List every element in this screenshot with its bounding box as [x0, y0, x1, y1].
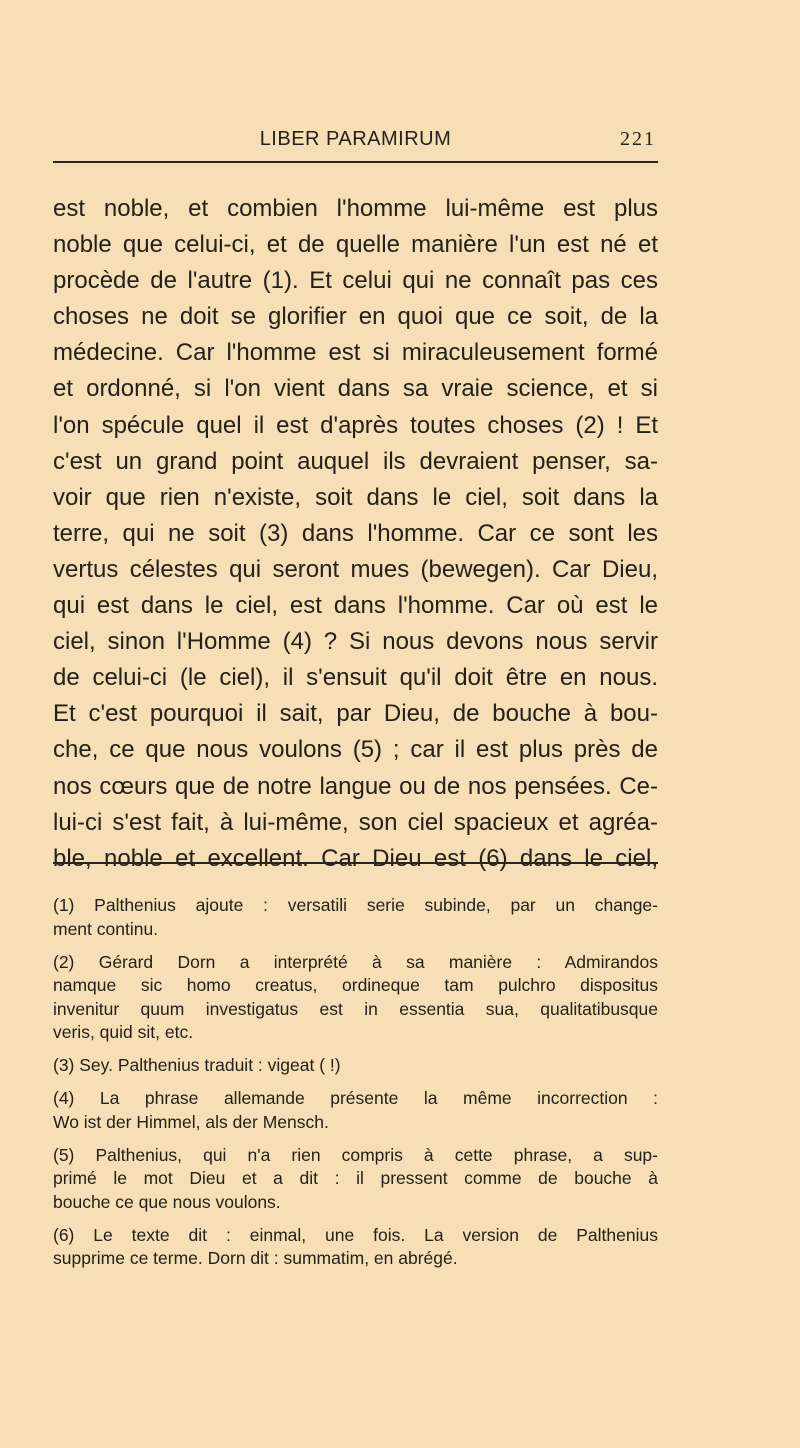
footnote-line: invenitur quum investigatus est in essentia sua, qualitatibusque [53, 998, 658, 1019]
text-line: c'est un grand point auquel ils devraient penser, sa- [53, 447, 658, 475]
footnote-line: (1) Palthenius ajoute : versatili serie subinde, par un change- [53, 895, 658, 915]
text-line: de celui-ci (le ciel), il s'ensuit qu'il doit être en nous. [53, 664, 658, 692]
text-line: procède de l'autre (1). Et celui qui ne connaît pas ces [53, 267, 658, 295]
header-rule [53, 161, 658, 163]
footnote-line: bouche ce que nous voulons. [53, 1191, 281, 1212]
footnote-line: (4) La phrase allemande présente la même incorrection : [53, 1088, 658, 1108]
text-line: terre, qui ne soit (3) dans l'homme. Car ce sont les [53, 519, 658, 547]
text-line: che, ce que nous voulons (5) ; car il est plus près de [53, 736, 658, 764]
footnote-line: Wo ist der Himmel, als der Mensch. [53, 1111, 329, 1132]
footnote-4 [53, 1087, 658, 1134]
footnote-5 [53, 1144, 658, 1215]
footnote-line: (2) Gérard Dorn a interprété à sa manière : Admirandos [53, 951, 658, 972]
footnote-3 [53, 1054, 658, 1078]
footnote-line: ment continu. [53, 918, 159, 939]
page-number: 221 [620, 128, 656, 150]
footnote-1 [53, 894, 658, 941]
footnote-line: primé le mot Dieu et a dit : il pressent comme de bouche à [53, 1168, 658, 1188]
text-line: lui-ci s'est fait, à lui-même, son ciel spacieux et agréa- [53, 808, 658, 836]
footnote-line: veris, quid sit, etc. [53, 1022, 194, 1042]
text-line: qui est dans le ciel, est dans l'homme. Car où est le [53, 592, 658, 620]
running-title: LIBER PARAMIRUM [259, 128, 452, 150]
footnote-6 [53, 1224, 658, 1271]
footnote-line: supprime ce terme. Dorn dit : summatim, en abrégé. [53, 1248, 458, 1268]
text-line: vertus célestes qui seront mues (bewegen). Car Dieu, [53, 555, 658, 583]
footnote-line: namque sic homo creatus, ordineque tam pulchro dispositus [53, 975, 658, 995]
footnotes [53, 894, 658, 1280]
text-line: médecine. Car l'homme est si miraculeusement formé [53, 339, 658, 367]
text-line: nos cœurs que de notre langue ou de nos pensées. Ce- [53, 772, 658, 800]
footnote-line: (3) Sey. Palthenius traduit : vigeat ( !) [53, 1055, 341, 1075]
main-text [53, 191, 658, 877]
footnote-2 [53, 951, 658, 1045]
text-line: ble, noble et excellent. Car Dieu est (6) dans le ciel, [53, 844, 658, 872]
footnote-line: (5) Palthenius, qui n'a rien compris à cette phrase, a sup- [53, 1144, 658, 1165]
text-line: noble que celui-ci, et de quelle manière l'un est né et [53, 231, 658, 259]
text-line: l'on spécule quel il est d'après toutes choses (2) ! Et [53, 411, 658, 439]
text-line: voir que rien n'existe, soit dans le ciel, soit dans la [53, 483, 658, 511]
footnote-rule [53, 862, 658, 864]
text-line: est noble, et combien l'homme lui-même est plus [53, 195, 658, 222]
footnote-line: (6) Le texte dit : einmal, une fois. La version de Palthenius [53, 1224, 658, 1245]
text-line: ciel, sinon l'Homme (4) ? Si nous devons nous servir [53, 628, 658, 656]
text-line: et ordonné, si l'on vient dans sa vraie science, et si [53, 375, 658, 403]
text-line: choses ne doit se glorifier en quoi que ce soit, de la [53, 303, 658, 331]
text-line: Et c'est pourquoi il sait, par Dieu, de bouche à bou- [53, 700, 658, 728]
page-header [53, 128, 658, 152]
